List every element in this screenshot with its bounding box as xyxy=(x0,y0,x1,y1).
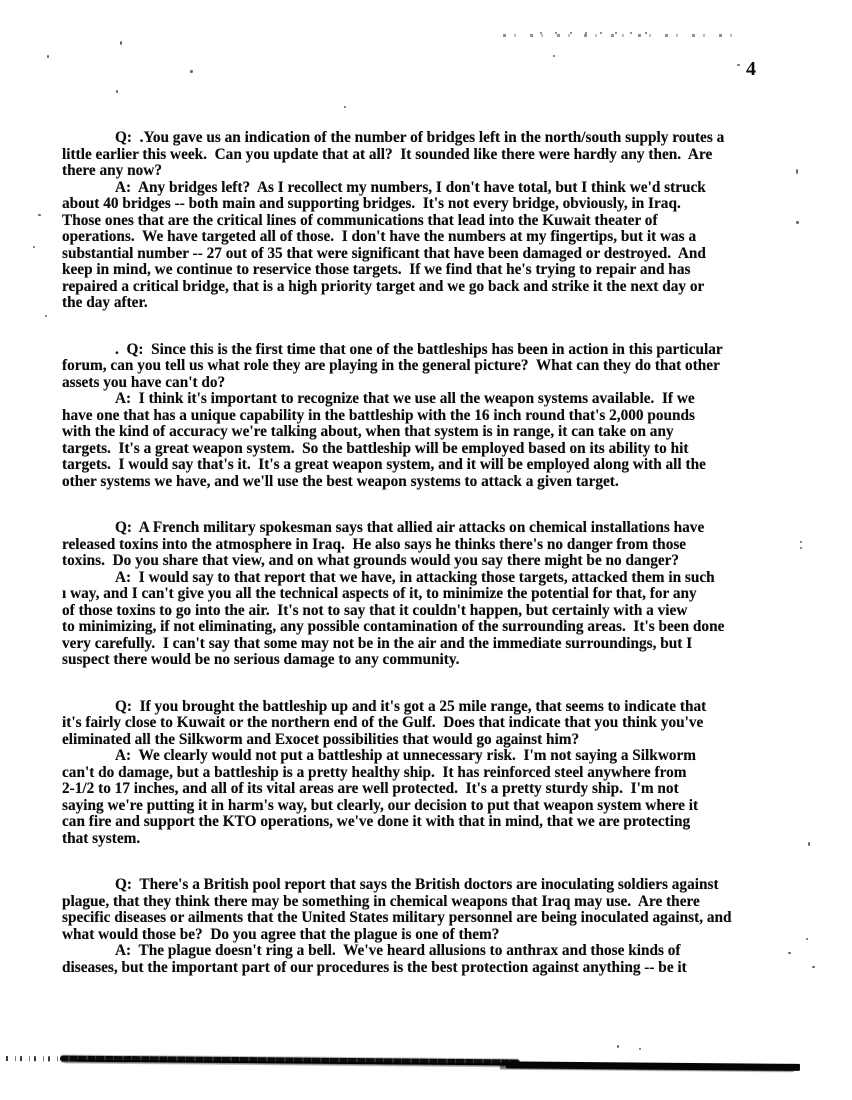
question-line: what would those be? Do you agree that the plague is one of them? xyxy=(62,925,500,943)
scan-speck xyxy=(812,966,815,968)
question-line: . Q: Since this is the first time that one of the battleships has been in action in this particular xyxy=(115,340,723,358)
question-line: Q: A French military spokesman says that allied air attacks on chemical installations have xyxy=(115,519,705,536)
answer-line: the day after. xyxy=(62,294,148,311)
scan-smudge-streak xyxy=(6,1050,800,1075)
answer-line: keep in mind, we continue to reservice those targets. If we find that he's trying to repair and has xyxy=(62,261,691,278)
scan-speck xyxy=(808,842,810,846)
answer-line: saying we're putting it in harm's way, but clearly, our decision to put that weapon system where it xyxy=(62,796,699,814)
answer-line: to minimizing, if not eliminating, any possible contamination of the surrounding areas. It's been done xyxy=(62,618,725,635)
answer-line: can't do damage, but a battleship is a pretty healthy ship. It has reinforced steel anywhere from xyxy=(62,763,687,781)
answer-line: A: We clearly would not put a battleship at unnecessary risk. I'm not saying a Silkworm xyxy=(115,747,697,764)
answer-line: A: I would say to that report that we have, in attacking those targets, attacked them in such xyxy=(115,568,715,586)
scan-speck xyxy=(190,70,193,73)
scan-speck xyxy=(796,169,798,174)
scan-speck xyxy=(344,106,346,108)
scan-speck xyxy=(47,55,49,58)
scan-smudge-solid xyxy=(506,1061,800,1071)
question-line: little earlier this week. Can you update that at all? It sounded like there were hardly any then. Are xyxy=(62,145,713,163)
scan-speck xyxy=(120,41,122,45)
answer-line: 2-1/2 to 17 inches, and all of its vital areas are well protected. It's a pretty sturdy ship. I'm not xyxy=(62,780,679,797)
question-line: it's fairly close to Kuwait or the northern end of the Gulf. Does that indicate that you think you've xyxy=(62,714,704,731)
qa-section xyxy=(62,130,793,312)
answer-line: with the kind of accuracy we're talking about, when that system is in range, it can take on any xyxy=(62,423,674,440)
question-line: there any now? xyxy=(62,162,162,179)
question-line: specific diseases or ailments that the United States military personnel are being inoculated against, and xyxy=(62,909,732,926)
answer-line: of those toxins to go into the air. It's not to say that it couldn't happen, but certainly with a view xyxy=(62,601,688,619)
scan-dotted-line xyxy=(503,34,743,37)
scan-tick-mark xyxy=(737,64,740,66)
scan-smudge-speckle xyxy=(6,1056,68,1062)
scan-speck xyxy=(639,1048,641,1050)
answer-line: very carefully. I can't say that some may not be in the air and the immediate surroundings, but I xyxy=(62,634,693,652)
answer-line: A: Any bridges left? As I recollect my numbers, I don't have total, but I think we'd struck xyxy=(115,178,706,196)
scan-speck xyxy=(800,541,802,543)
answer-line: ı way, and I can't give you all the technical aspects of it, to minimize the potential for that, for any xyxy=(62,585,697,602)
answer-line: have one that has a unique capability in the battleship with the 16 inch round that's 2,000 pounds xyxy=(62,406,695,424)
question-line: plague, that they think there may be something in chemical weapons that Iraq may use. Are there xyxy=(62,892,700,910)
answer-line: Those ones that are the critical lines of communications that lead into the Kuwait theater of xyxy=(62,211,658,229)
question-line: eliminated all the Silkworm and Exocet possibilities that would go against him? xyxy=(62,730,580,748)
answer-line: other systems we have, and we'll use the best weapon systems to attack a given target. xyxy=(62,472,619,490)
answer-line: about 40 bridges -- both main and supporting bridges. It's not every bridge, obviously, in Iraq. xyxy=(62,195,681,212)
scan-speck xyxy=(617,1045,619,1048)
scan-speck xyxy=(116,90,118,93)
answer-line: A: The plague doesn't ring a bell. We've heard allusions to anthrax and those kinds of xyxy=(115,942,681,959)
answer-line: A: I think it's important to recognize that we use all the weapon systems available. If we xyxy=(115,390,695,407)
question-line: released toxins into the atmosphere in Iraq. He also says he thinks there's no danger from those xyxy=(62,535,687,553)
scan-speck xyxy=(806,938,808,940)
answer-line: suspect there would be no serious damage to any community. xyxy=(62,651,460,668)
scan-speck xyxy=(45,315,47,317)
answer-line: substantial number -- 27 out of 35 that were significant that have been damaged or destroyed. And xyxy=(62,244,706,262)
scan-speck xyxy=(553,55,555,57)
answer-line: targets. It's a great weapon system. So the battleship will be employed based on its ability to hit xyxy=(62,439,689,457)
answer-line: operations. We have targeted all of those. I don't have the numbers at my fingertips, but it was a xyxy=(62,228,697,245)
page-number: 4 xyxy=(746,58,757,80)
question-line: Q: If you brought the battleship up and it's got a 25 mile range, that seems to indicate that xyxy=(115,697,707,715)
qa-section xyxy=(62,877,793,976)
question-line: Q: There's a British pool report that says the British doctors are inoculating soldiers against xyxy=(115,876,719,893)
answer-line: targets. I would say that's it. It's a great weapon system, and it will be employed along with all the xyxy=(62,456,706,473)
question-line: assets you have can't do? xyxy=(62,373,226,391)
question-line: toxins. Do you share that view, and on what grounds would you say there might be no danger? xyxy=(62,552,680,569)
scan-speck xyxy=(796,221,799,224)
answer-line: can fire and support the KTO operations, we've done it with that in mind, that we are protecting xyxy=(62,813,691,830)
question-line: Q: .You gave us an indication of the number of bridges left in the north/south supply routes a xyxy=(115,129,725,146)
answer-line: that system. xyxy=(62,829,141,847)
document-text xyxy=(62,130,793,1006)
scan-speck xyxy=(33,246,35,248)
qa-section xyxy=(62,520,793,669)
answer-line: repaired a critical bridge, that is a high priority target and we go back and strike it the next day or xyxy=(62,277,705,295)
qa-section xyxy=(62,699,793,848)
question-line: forum, can you tell us what role they are playing in the general picture? What can they do that other xyxy=(62,357,720,374)
answer-line: diseases, but the important part of our procedures is the best protection against anything -- be it xyxy=(62,958,687,976)
scan-dotted-line-2 xyxy=(540,32,660,34)
scan-speck xyxy=(800,547,802,549)
scan-speck xyxy=(38,214,41,216)
qa-section xyxy=(62,342,793,491)
